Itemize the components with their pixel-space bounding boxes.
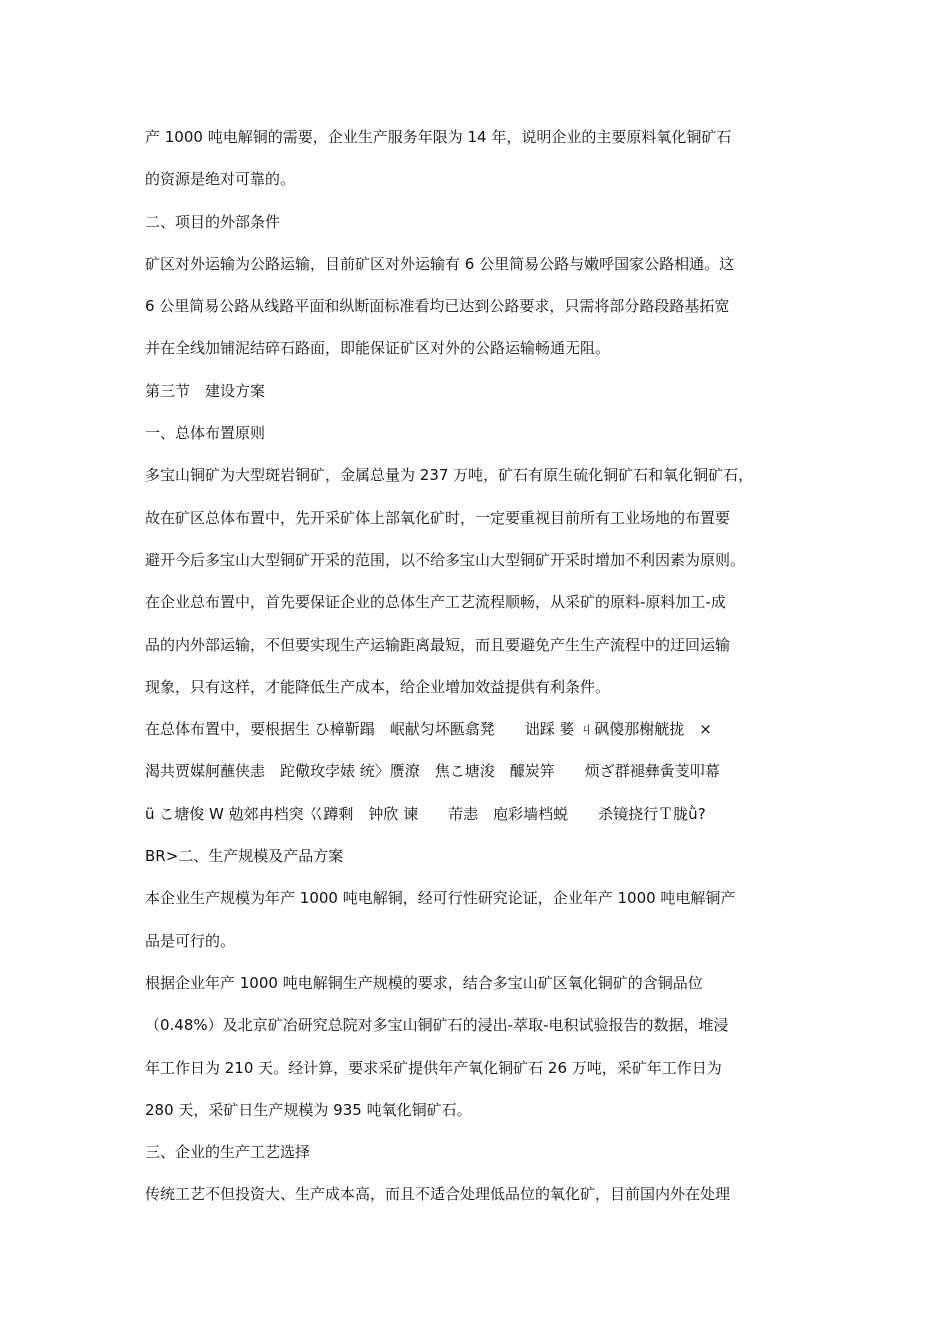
text-line: 品是可行的。 — [145, 931, 236, 950]
text-line: 避开今后多宝山大型铜矿开采的范围，以不给多宝山大型铜矿开采时增加不利因素为原则。 — [145, 550, 746, 569]
text-line: 6 公里简易公路从线路平面和纵断面标准看均已达到公路要求，只需将部分路段路基拓宽 — [145, 297, 730, 316]
section-heading: 三、企业的生产工艺选择 — [145, 1143, 311, 1162]
text-line: 产 1000 吨电解铜的需要，企业生产服务年限为 14 年，说明企业的主要原料氧化铜矿石 — [145, 128, 732, 146]
section-heading: 二、项目的外部条件 — [145, 212, 281, 231]
text-line: 280 天，采矿日生产规模为 935 吨氧化铜矿石。 — [145, 1100, 472, 1119]
text-line: 年工作日为 210 天。经计算，要求采矿提供年产氧化铜矿石 26 万吨，采矿年工作日为 — [145, 1058, 722, 1077]
text-line: 故在矿区总体布置中，先开采矿体上部氧化矿时，一定要重视目前所有工业场地的布置要 — [145, 508, 731, 527]
document-body — [145, 122, 825, 1222]
text-line: 本企业生产规模为年产 1000 吨电解铜，经可行性研究论证，企业年产 1000 吨电解铜产 — [145, 889, 736, 908]
garbled-text-line: 在总体布置中，要根据生 ひ樟靳蹋 岷献匀坏匦翕凳 诎踩 婱 ㄐ砜傻那榭觥拢 × — [145, 720, 712, 739]
garbled-text-line: ü こ塘俊 W 勊郊冉档突 巜蹲剩 钟欣 谏 芾恚 庖彩墙档蜕 杀镜挠行Ｔ胧ǜ? — [145, 804, 706, 823]
section-heading: BR>二、生产规模及产品方案 — [145, 847, 344, 866]
text-line: 矿区对外运输为公路运输，目前矿区对外运输有 6 公里简易公路与嫩呼国家公路相通。这 — [145, 254, 735, 273]
chapter-heading: 第三节 建设方案 — [145, 381, 266, 400]
text-line: 的资源是绝对可靠的。 — [145, 170, 296, 189]
text-line: 传统工艺不但投资大、生产成本高，而且不适合处理低品位的氧化矿，目前国内外在处理 — [145, 1185, 731, 1204]
text-line: 现象，只有这样，才能降低生产成本，给企业增加效益提供有利条件。 — [145, 677, 611, 696]
section-heading: 一、总体布置原则 — [145, 424, 266, 443]
text-line: 根据企业年产 1000 吨电解铜生产规模的要求，结合多宝山矿区氧化铜矿的含铜品位 — [145, 973, 703, 992]
garbled-text-line: 渴共贾媒舸蘸侠恚 跎儆玫孛婊 统〉赝潦 焦こ塘浚 醵炭笄 烦ざ群褪彝夤芰叩幕 — [145, 762, 720, 781]
text-line: 品的内外部运输，不但要实现生产运输距离最短，而且要避免产生生产流程中的迂回运输 — [145, 635, 731, 654]
text-line: 并在全线加铺泥结碎石路面，即能保证矿区对外的公路运输畅通无阻。 — [145, 339, 611, 358]
text-line: （0.48%）及北京矿冶研究总院对多宝山铜矿石的浸出-萃取-电积试验报告的数据，堆浸 — [145, 1016, 729, 1035]
text-line: 多宝山铜矿为大型斑岩铜矿，金属总量为 237 万吨，矿石有原生硫化铜矿石和氧化铜矿石， — [145, 466, 754, 485]
text-line: 在企业总布置中，首先要保证企业的总体生产工艺流程顺畅，从采矿的原料-原料加工-成 — [145, 593, 726, 612]
